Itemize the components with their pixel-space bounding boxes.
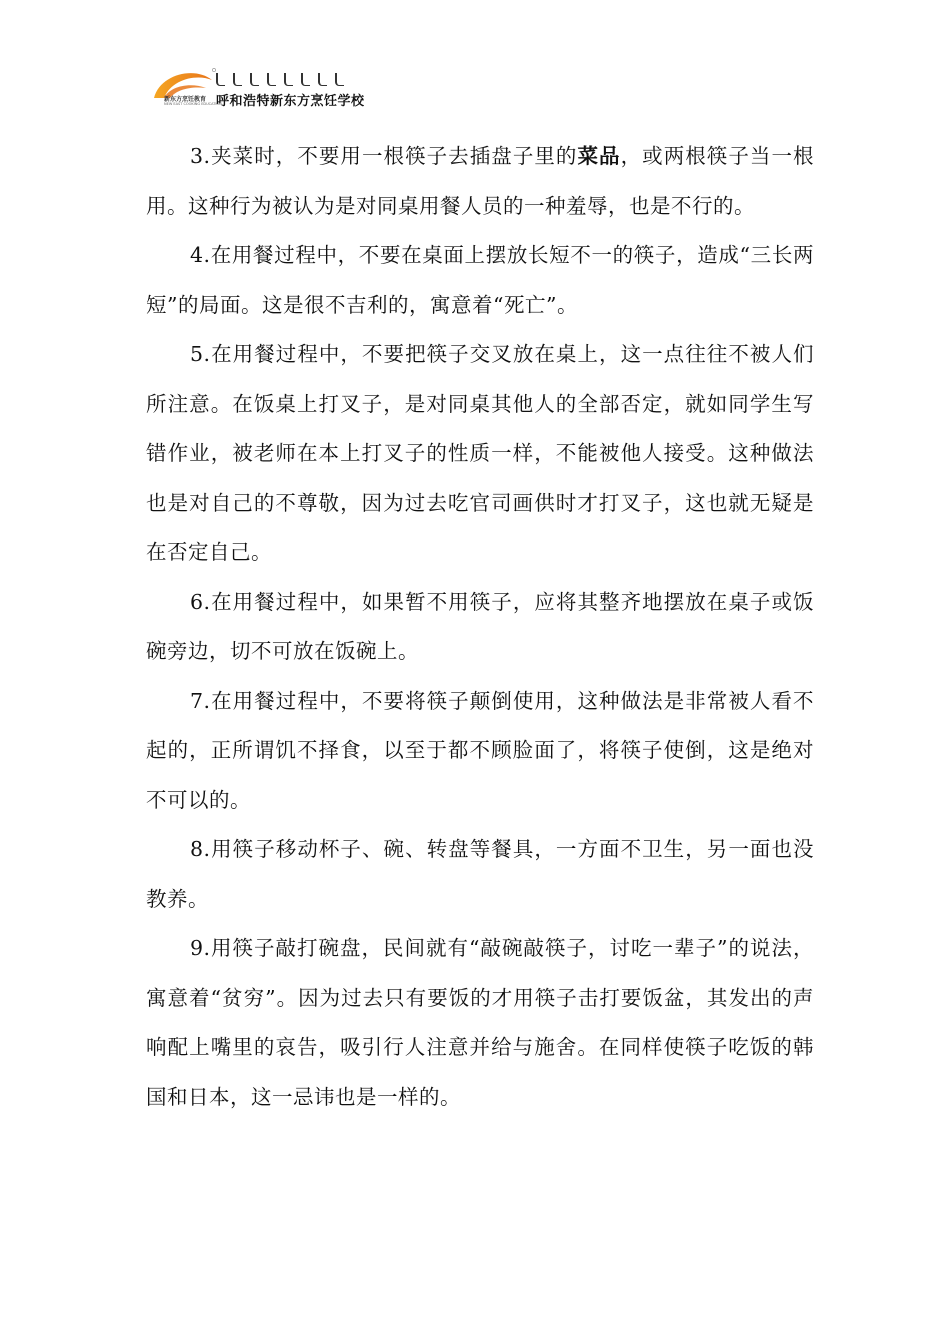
page-header: [150, 64, 410, 114]
mongolian-script-decoration: [216, 72, 381, 86]
paragraph-5: 5.在用餐过程中，不要把筷子交叉放在桌上，这一点往往不被人们所注意。在饭桌上打叉子，是对同桌其他人的全部否定，就如同学生写错作业，被老师在本上打叉子的性质一样，不能被他人接受。这种做法也是对自己的不尊敬，因为过去吃官司画供时才打叉子，这也就无疑是在否定自己。: [146, 342, 814, 564]
highlight-term: 菜品: [577, 144, 621, 168]
paragraph-3: 3.夹菜时，不要用一根筷子去插盘子里的菜品，或两根筷子当一根用。这种行为被认为是对同桌用餐人员的一种羞辱，也是不行的。: [146, 144, 815, 218]
paragraph-9: 9.用筷子敲打碗盘，民间就有“敲碗敲筷子，讨吃一辈子”的说法，寓意着“贫穷”。因为过去只有要饭的才用筷子击打要饭盆，其发出的声响配上嘴里的哀告，吸引行人注意并给与施舍。在同样使筷子吃饭的韩国和日本，这一忌讳也是一样的。: [146, 936, 814, 1109]
document-body: [146, 132, 814, 1122]
paragraph-4: 4.在用餐过程中，不要在桌面上摆放长短不一的筷子，造成“三长两短”的局面。这是很不吉利的，寓意着“死亡”。: [146, 243, 814, 317]
logo-text-en: NEW EAST COOKING EDUCATION: [164, 102, 222, 106]
paragraph-8: 8.用筷子移动杯子、碗、转盘等餐具，一方面不卫生，另一面也没教养。: [146, 837, 814, 911]
paragraph-6: 6.在用餐过程中，如果暂不用筷子，应将其整齐地摆放在桌子或饭碗旁边，切不可放在饭碗上。: [146, 589, 814, 663]
logo-text: 新东方烹饪教育: [164, 96, 207, 103]
school-name: 呼和浩特新东方烹饪学校: [216, 94, 365, 109]
paragraph-7: 7.在用餐过程中，不要将筷子颠倒使用，这种做法是非常被人看不起的，正所谓饥不择食，以至于都不顾脸面了，将筷子使倒，这是绝对不可以的。: [146, 688, 814, 812]
